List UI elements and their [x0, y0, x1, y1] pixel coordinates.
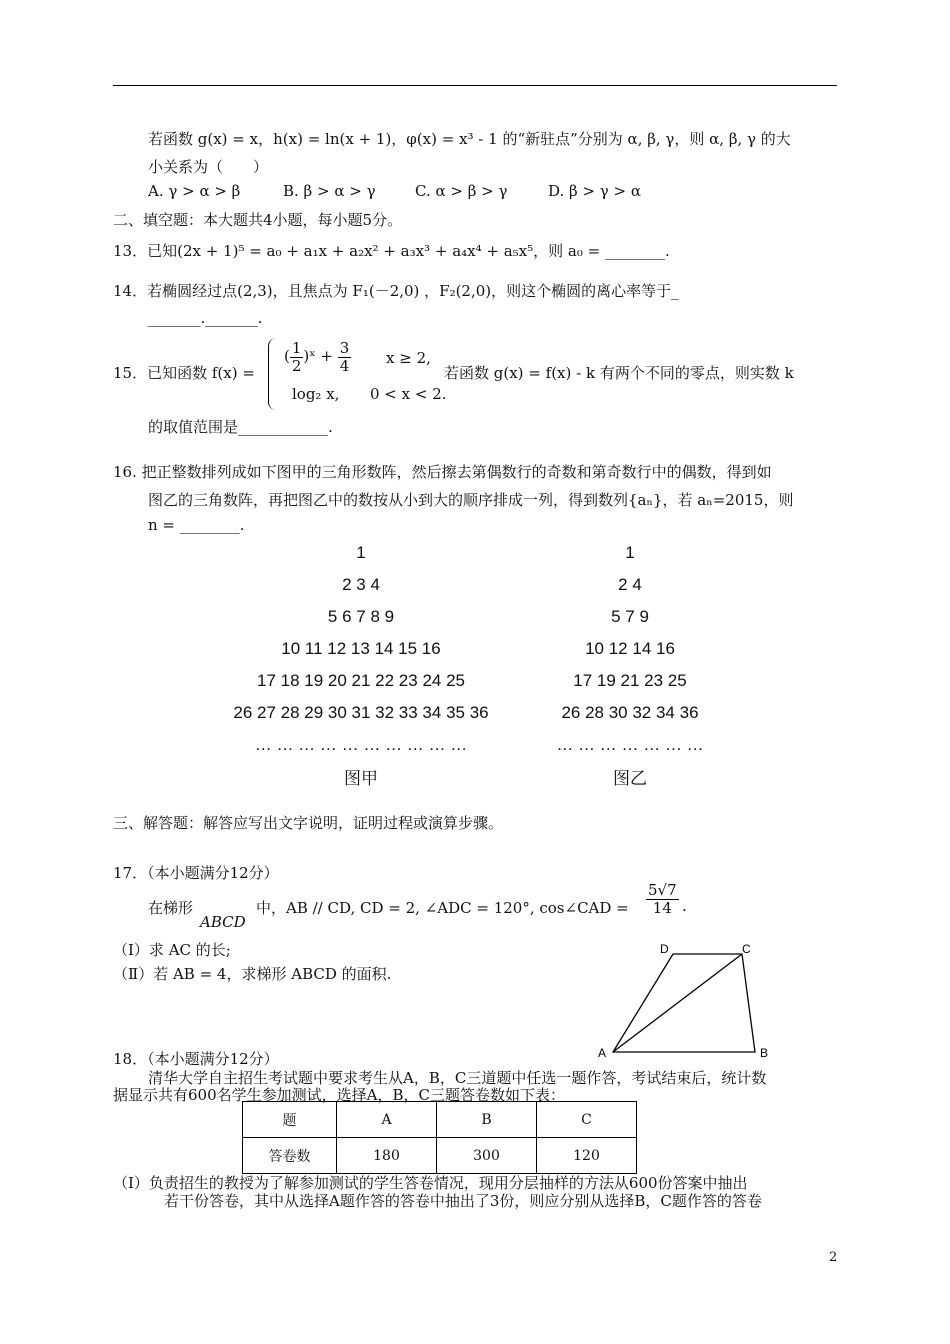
yi-row: 26 28 30 32 34 36 — [561, 703, 699, 722]
yi-row: 5 7 9 — [611, 607, 649, 626]
q16-line2: 图乙的三角数阵，再把图乙中的数按从小到大的顺序排成一列，得到数列{aₙ}，若 aₙ=2015，则 — [148, 491, 794, 509]
q15-suffix: 若函数 g(x) = f(x) - k 有两个不同的零点，则实数 k — [444, 364, 794, 382]
yi-caption: 图乙 — [613, 769, 647, 788]
table-cell: B — [437, 1102, 537, 1138]
table-cell: 180 — [337, 1138, 437, 1174]
table-row — [243, 1102, 637, 1138]
q15-case2: log₂ x, — [292, 385, 340, 403]
label-b: B — [760, 1046, 769, 1060]
q17-part1: （Ⅰ）求 AC 的长; — [113, 941, 231, 959]
q18-line2: 据显示共有600名学生参加测试，选择A，B，C三题答卷数如下表： — [113, 1086, 565, 1104]
q15-case1-cond: x ≥ 2, — [386, 349, 431, 367]
header-rule — [113, 85, 837, 86]
jia-row: 17 18 19 20 21 22 23 24 25 — [257, 671, 465, 690]
table-cell: A — [337, 1102, 437, 1138]
q12-option-c: C. α > β > γ — [415, 182, 508, 200]
jia-row: 5 6 7 8 9 — [327, 607, 395, 626]
q18-header: 18．（本小题满分12分） — [113, 1050, 279, 1068]
q12-option-d: D. β > γ > α — [548, 182, 642, 200]
q18-part1-line1: （Ⅰ）负责招生的教授为了解参加测试的学生答卷情况，现用分层抽样的方法从600份答案中抽出 — [113, 1174, 748, 1192]
q17-intro-c: 中，AB // CD, CD = 2, ∠ADC = 120°, cos∠CAD = — [256, 899, 629, 917]
q12-option-b: B. β > α > γ — [283, 182, 376, 200]
q12-option-a: A. γ > α > β — [148, 182, 241, 200]
q14-line1: 14．若椭圆经过点(2,3)，且焦点为 F₁(－2,0) ，F₂(2,0)，则这个椭圆的离心率等于_ — [113, 282, 679, 300]
label-d: D — [660, 942, 669, 956]
trapezoid-shape — [613, 954, 755, 1052]
label-a: A — [598, 1046, 607, 1060]
section3-title: 三、解答题：解答应写出文字说明，证明过程或演算步骤。 — [113, 814, 504, 832]
table-row — [243, 1138, 637, 1174]
q15-case2-cond: 0 < x < 2. — [370, 385, 447, 403]
yi-row: 1 — [625, 543, 635, 562]
jia-row: 2 3 4 — [342, 575, 380, 594]
jia-row: … … … … … … … … … … — [254, 735, 468, 754]
q18-part1-line2: 若干份答卷，其中从选择A题作答的答卷中抽出了3份，则应分别从选择B，C题作答的答卷 — [164, 1192, 762, 1210]
label-c: C — [742, 942, 751, 956]
q15-line2: 的取值范围是____________. — [148, 418, 333, 436]
page-number: 2 — [829, 1250, 838, 1265]
q17-period: . — [682, 897, 687, 915]
table-cell: 120 — [537, 1138, 637, 1174]
yi-row: 10 12 14 16 — [585, 639, 675, 658]
table-cell: 题 — [243, 1102, 337, 1138]
table-cell: C — [537, 1102, 637, 1138]
yi-row: 2 4 — [618, 575, 642, 594]
q17-header: 17．（本小题满分12分） — [113, 864, 279, 882]
figure-yi — [545, 537, 715, 795]
jia-row: 10 11 12 13 14 15 16 — [281, 639, 441, 658]
q17-intro-a: 在梯形 — [148, 899, 194, 917]
table-cell: 300 — [437, 1138, 537, 1174]
jia-row: 1 — [356, 543, 366, 562]
jia-row: 26 27 28 29 30 31 32 33 34 35 36 — [233, 703, 489, 722]
q17-fraction: $\frac{5√7}{14}$ — [648, 881, 677, 917]
table-cell: 答卷数 — [243, 1138, 337, 1174]
trapezoid-figure — [590, 935, 780, 1065]
q17-part2: （Ⅱ）若 AB = 4，求梯形 ABCD 的面积. — [113, 965, 392, 983]
q12-line2: 小关系为（ ） — [148, 158, 269, 176]
q16-line1: 16. 把正整数排列成如下图甲的三角形数阵，然后擦去第偶数行的奇数和第奇数行中的偶数，得到如 — [113, 463, 772, 481]
diagonal-ac — [613, 954, 742, 1052]
answer-count-table — [242, 1101, 637, 1174]
q13: 13．已知(2x + 1)⁵ = a₀ + a₁x + a₂x² + a₃x³ + a₄x⁴ + a₅x⁵，则 a₀ = ________. — [113, 242, 670, 260]
section2-title: 二、填空题：本大题共4小题，每小题5分。 — [113, 211, 403, 229]
q15-prefix: 15．已知函数 f(x) = — [113, 364, 255, 382]
q18-line1: 清华大学自主招生考试题中要求考生从A，B，C三道题中任选一题作答，考试结束后，统计数 — [148, 1069, 767, 1087]
q14-line2: _______._______. — [148, 309, 263, 327]
piecewise-brace — [268, 338, 277, 410]
q16-line3: n = ________. — [148, 516, 245, 534]
jia-caption: 图甲 — [344, 769, 378, 788]
q15-case1: ( $\frac{1}{2}$ )ˣ + $\frac{3}{4}$ — [284, 339, 350, 375]
figure-jia — [216, 537, 506, 795]
q17-intro-b: ABCD — [200, 913, 246, 931]
yi-row: … … … … … … … — [556, 735, 704, 754]
yi-row: 17 19 21 23 25 — [573, 671, 687, 690]
q12-line1: 若函数 g(x) = x，h(x) = ln(x + 1)，φ(x) = x³ - 1 的“新驻点”分别为 α, β, γ，则 α, β, γ 的大 — [148, 130, 791, 148]
